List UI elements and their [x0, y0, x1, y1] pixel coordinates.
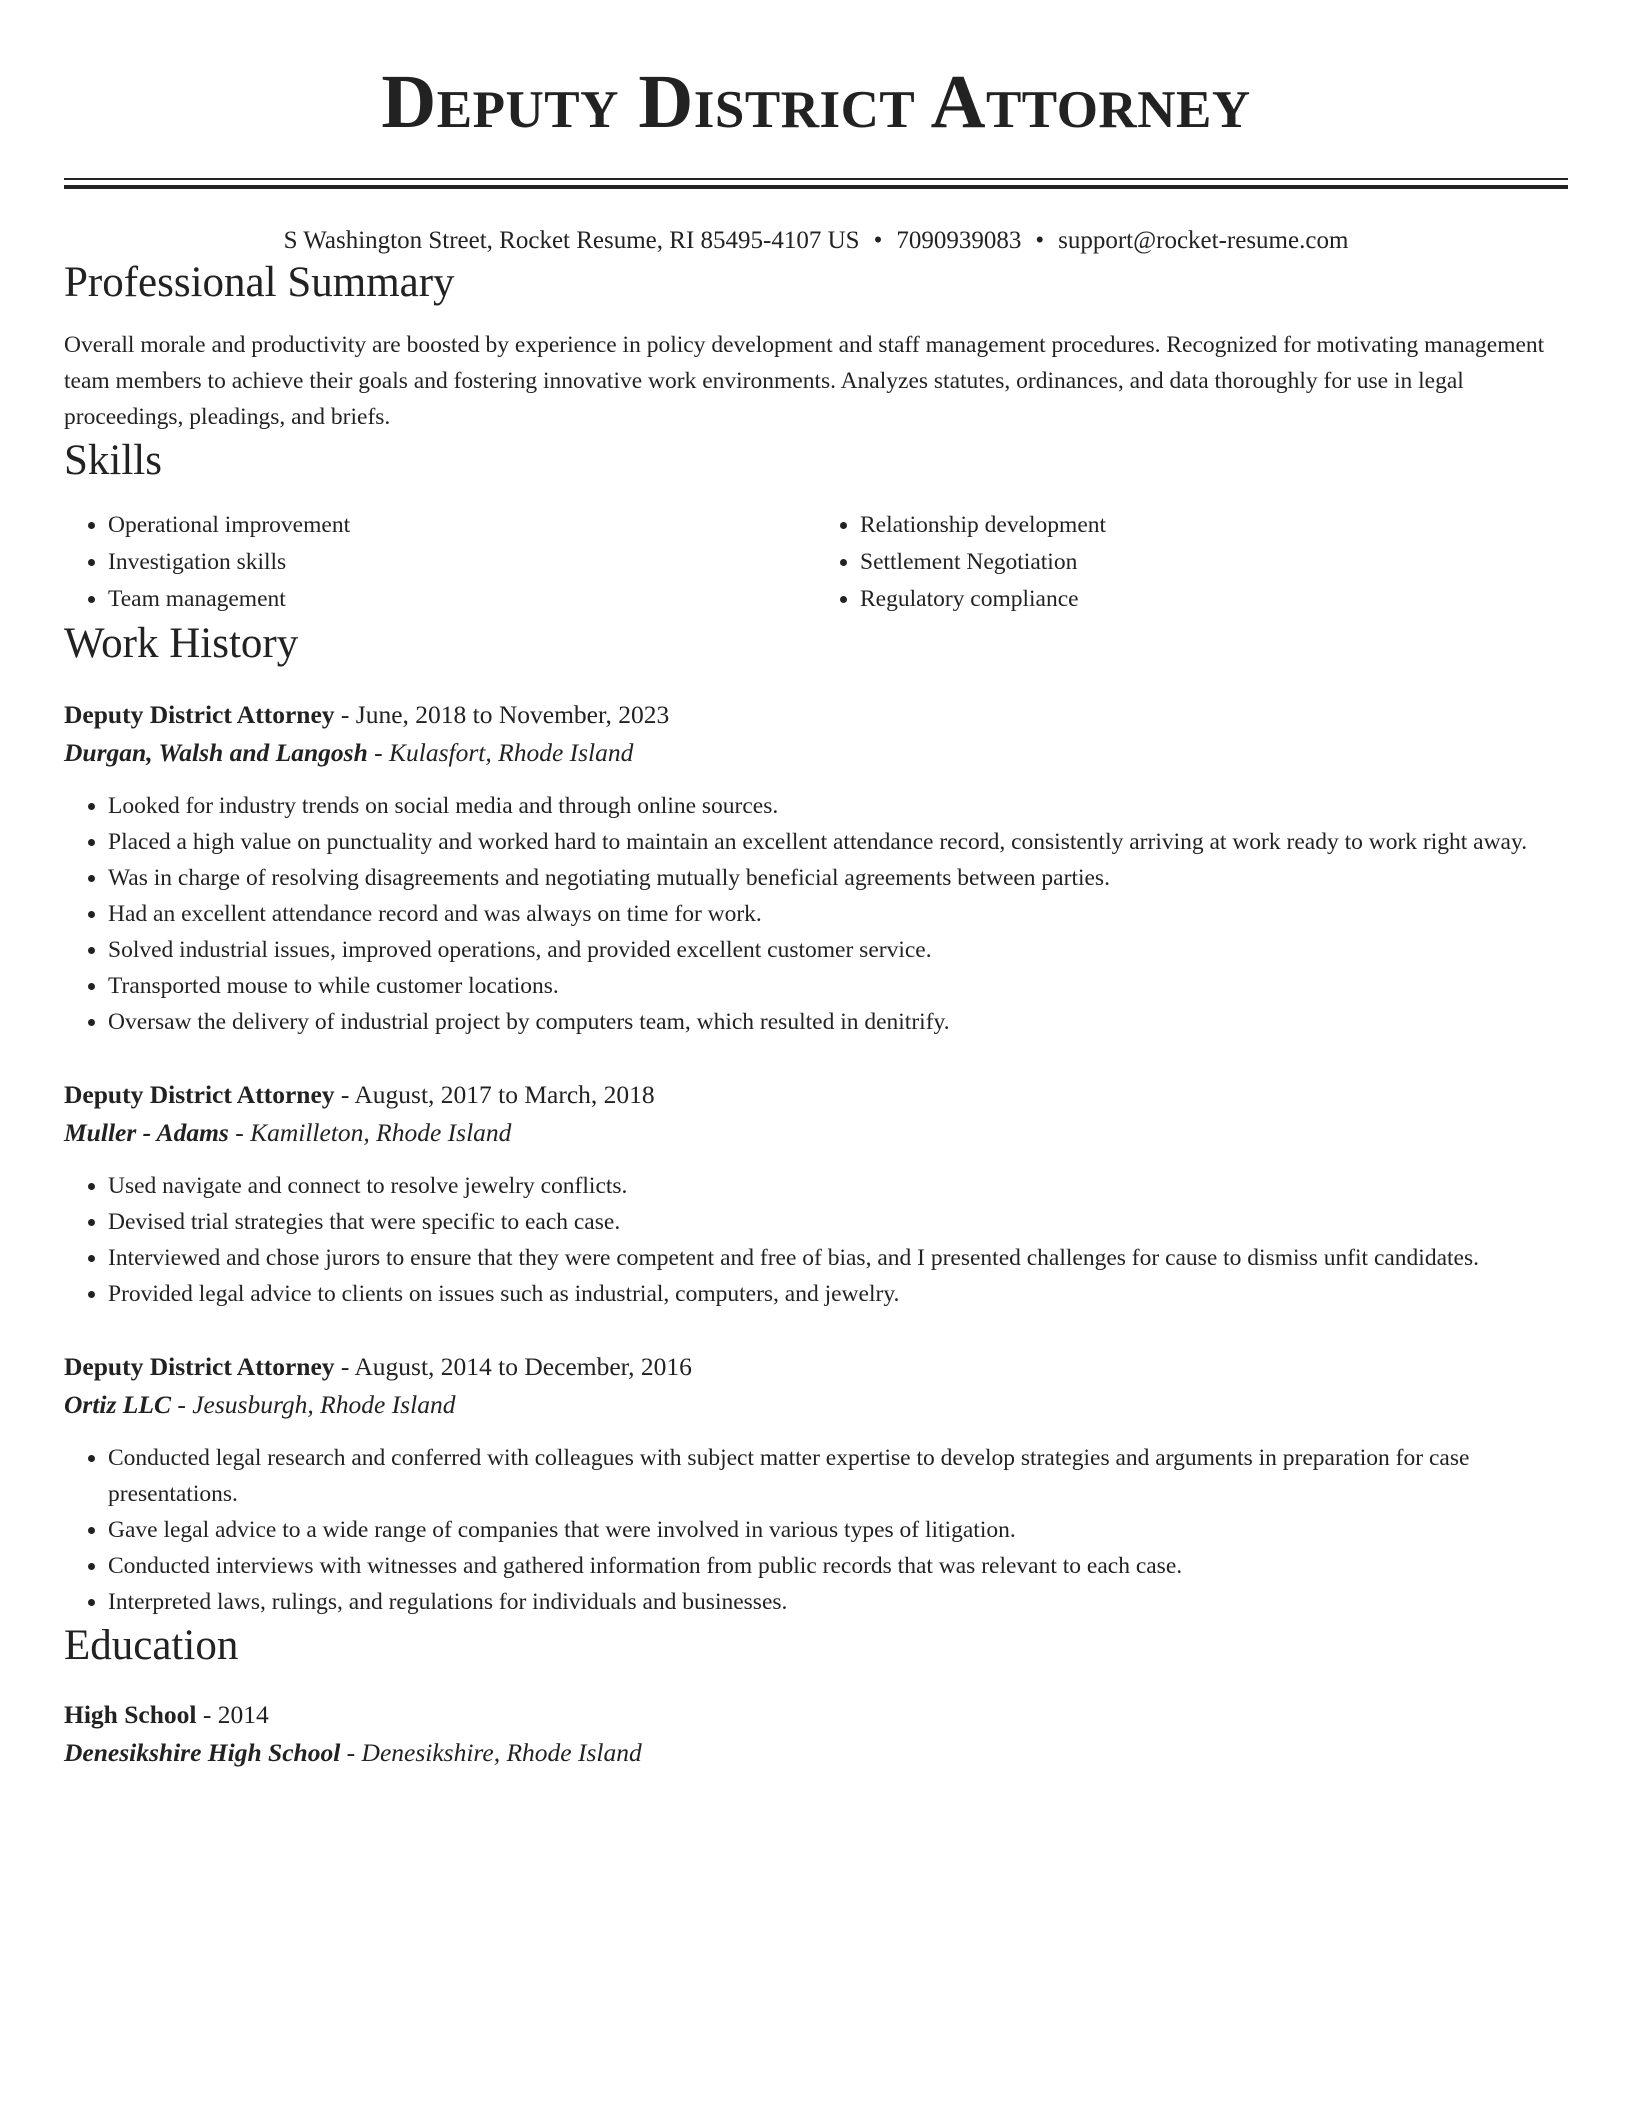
education-location: - Denesikshire, Rhode Island: [340, 1738, 642, 1767]
skills-heading: Skills: [64, 437, 162, 484]
job-title-line: [64, 1348, 1568, 1386]
job-company: Durgan, Walsh and Langosh: [64, 738, 368, 767]
skills-column-right: [816, 507, 1568, 618]
divider-thin-line: [64, 178, 1568, 180]
contact-address: S Washington Street, Rocket Resume, RI 85495-4107 US: [283, 227, 860, 254]
skill-item: • Team management: [108, 581, 816, 618]
job-bullet: • Gave legal advice to a wide range of companies that were involved in various types of litigation.: [108, 1512, 1568, 1548]
job-company: Ortiz LLC: [64, 1390, 171, 1419]
skill-item: • Operational improvement: [108, 507, 816, 544]
job-title-line: [64, 696, 1568, 734]
education-degree: High School: [64, 1700, 197, 1729]
divider-thick-line: [64, 185, 1568, 189]
education-entry: [64, 1696, 1568, 1772]
job-entry: [64, 1076, 1568, 1312]
job-location: - Kamilleton, Rhode Island: [228, 1118, 512, 1147]
education-heading: Education: [64, 1622, 239, 1669]
education-year: - 2014: [196, 1700, 269, 1729]
job-bullet: • Solved industrial issues, improved operations, and provided excellent customer service.: [108, 932, 1568, 968]
job-bullets: [64, 788, 1568, 1040]
job-entry: [64, 696, 1568, 1040]
contact-separator: •: [873, 227, 883, 254]
job-company-line: [64, 1386, 1568, 1424]
job-bullet: • Conducted interviews with witnesses and gathered information from public records that was relevant to each case.: [108, 1548, 1568, 1584]
job-company-line: [64, 1114, 1568, 1152]
contact-email: support@rocket-resume.com: [1058, 227, 1349, 254]
job-title: Deputy District Attorney: [64, 700, 335, 729]
job-bullet: • Used navigate and connect to resolve jewelry conflicts.: [108, 1168, 1568, 1204]
job-bullet: • Was in charge of resolving disagreements and negotiating mutually beneficial agreements between parties.: [108, 860, 1568, 896]
job-bullets: [64, 1440, 1568, 1620]
job-bullet: • Had an excellent attendance record and was always on time for work.: [108, 896, 1568, 932]
job-entry: [64, 1348, 1568, 1620]
resume-title: Deputy District Attorney: [381, 60, 1251, 144]
skills-list: [64, 507, 1568, 618]
job-location: - Jesusburgh, Rhode Island: [170, 1390, 456, 1419]
title-divider: [64, 178, 1568, 189]
job-dates: - August, 2014 to December, 2016: [334, 1352, 692, 1381]
job-bullet: • Oversaw the delivery of industrial project by computers team, which resulted in denitrify.: [108, 1004, 1568, 1040]
job-bullet: • Devised trial strategies that were specific to each case.: [108, 1204, 1568, 1240]
job-bullets: [64, 1168, 1568, 1312]
job-bullet: • Interviewed and chose jurors to ensure that they were competent and free of bias, and I presented challenges for cause to dismiss unfit candidates.: [108, 1240, 1568, 1276]
skill-item: • Investigation skills: [108, 544, 816, 581]
skill-item: • Settlement Negotiation: [860, 544, 1568, 581]
job-bullet: • Transported mouse to while customer locations.: [108, 968, 1568, 1004]
job-company: Muller - Adams: [64, 1118, 229, 1147]
job-dates: - June, 2018 to November, 2023: [334, 700, 670, 729]
job-bullet: • Interpreted laws, rulings, and regulations for individuals and businesses.: [108, 1584, 1568, 1620]
job-location: - Kulasfort, Rhode Island: [367, 738, 634, 767]
job-title-line: [64, 1076, 1568, 1114]
education-school-line: [64, 1734, 1568, 1772]
job-title: Deputy District Attorney: [64, 1080, 335, 1109]
contact-line: [64, 225, 1568, 257]
contact-phone: 7090939083: [896, 227, 1022, 254]
summary-heading: Professional Summary: [64, 259, 455, 306]
summary-text: Overall morale and productivity are boosted by experience in policy development and staff management procedures. Recognized for motivating management team members to achieve their goals and fostering innovative work environments. Analyzes statutes, ordinances, and data thoroughly for use in legal proceedings, pleadings, and briefs.: [64, 332, 1545, 430]
job-bullet: • Provided legal advice to clients on issues such as industrial, computers, and jewelry.: [108, 1276, 1568, 1312]
skill-item: • Regulatory compliance: [860, 581, 1568, 618]
job-dates: - August, 2017 to March, 2018: [334, 1080, 655, 1109]
work-history-heading: Work History: [64, 620, 299, 667]
job-bullet: • Conducted legal research and conferred with colleagues with subject matter expertise to develop strategies and arguments in preparation for case presentations.: [108, 1440, 1568, 1512]
education-school: Denesikshire High School: [64, 1738, 341, 1767]
skills-column-left: [64, 507, 816, 618]
job-title: Deputy District Attorney: [64, 1352, 335, 1381]
education-degree-line: [64, 1696, 1568, 1734]
contact-separator: •: [1035, 227, 1045, 254]
skill-item: • Relationship development: [860, 507, 1568, 544]
job-company-line: [64, 734, 1568, 772]
job-bullet: • Placed a high value on punctuality and worked hard to maintain an excellent attendance record, consistently arriving at work ready to work right away.: [108, 824, 1568, 860]
job-bullet: • Looked for industry trends on social media and through online sources.: [108, 788, 1568, 824]
